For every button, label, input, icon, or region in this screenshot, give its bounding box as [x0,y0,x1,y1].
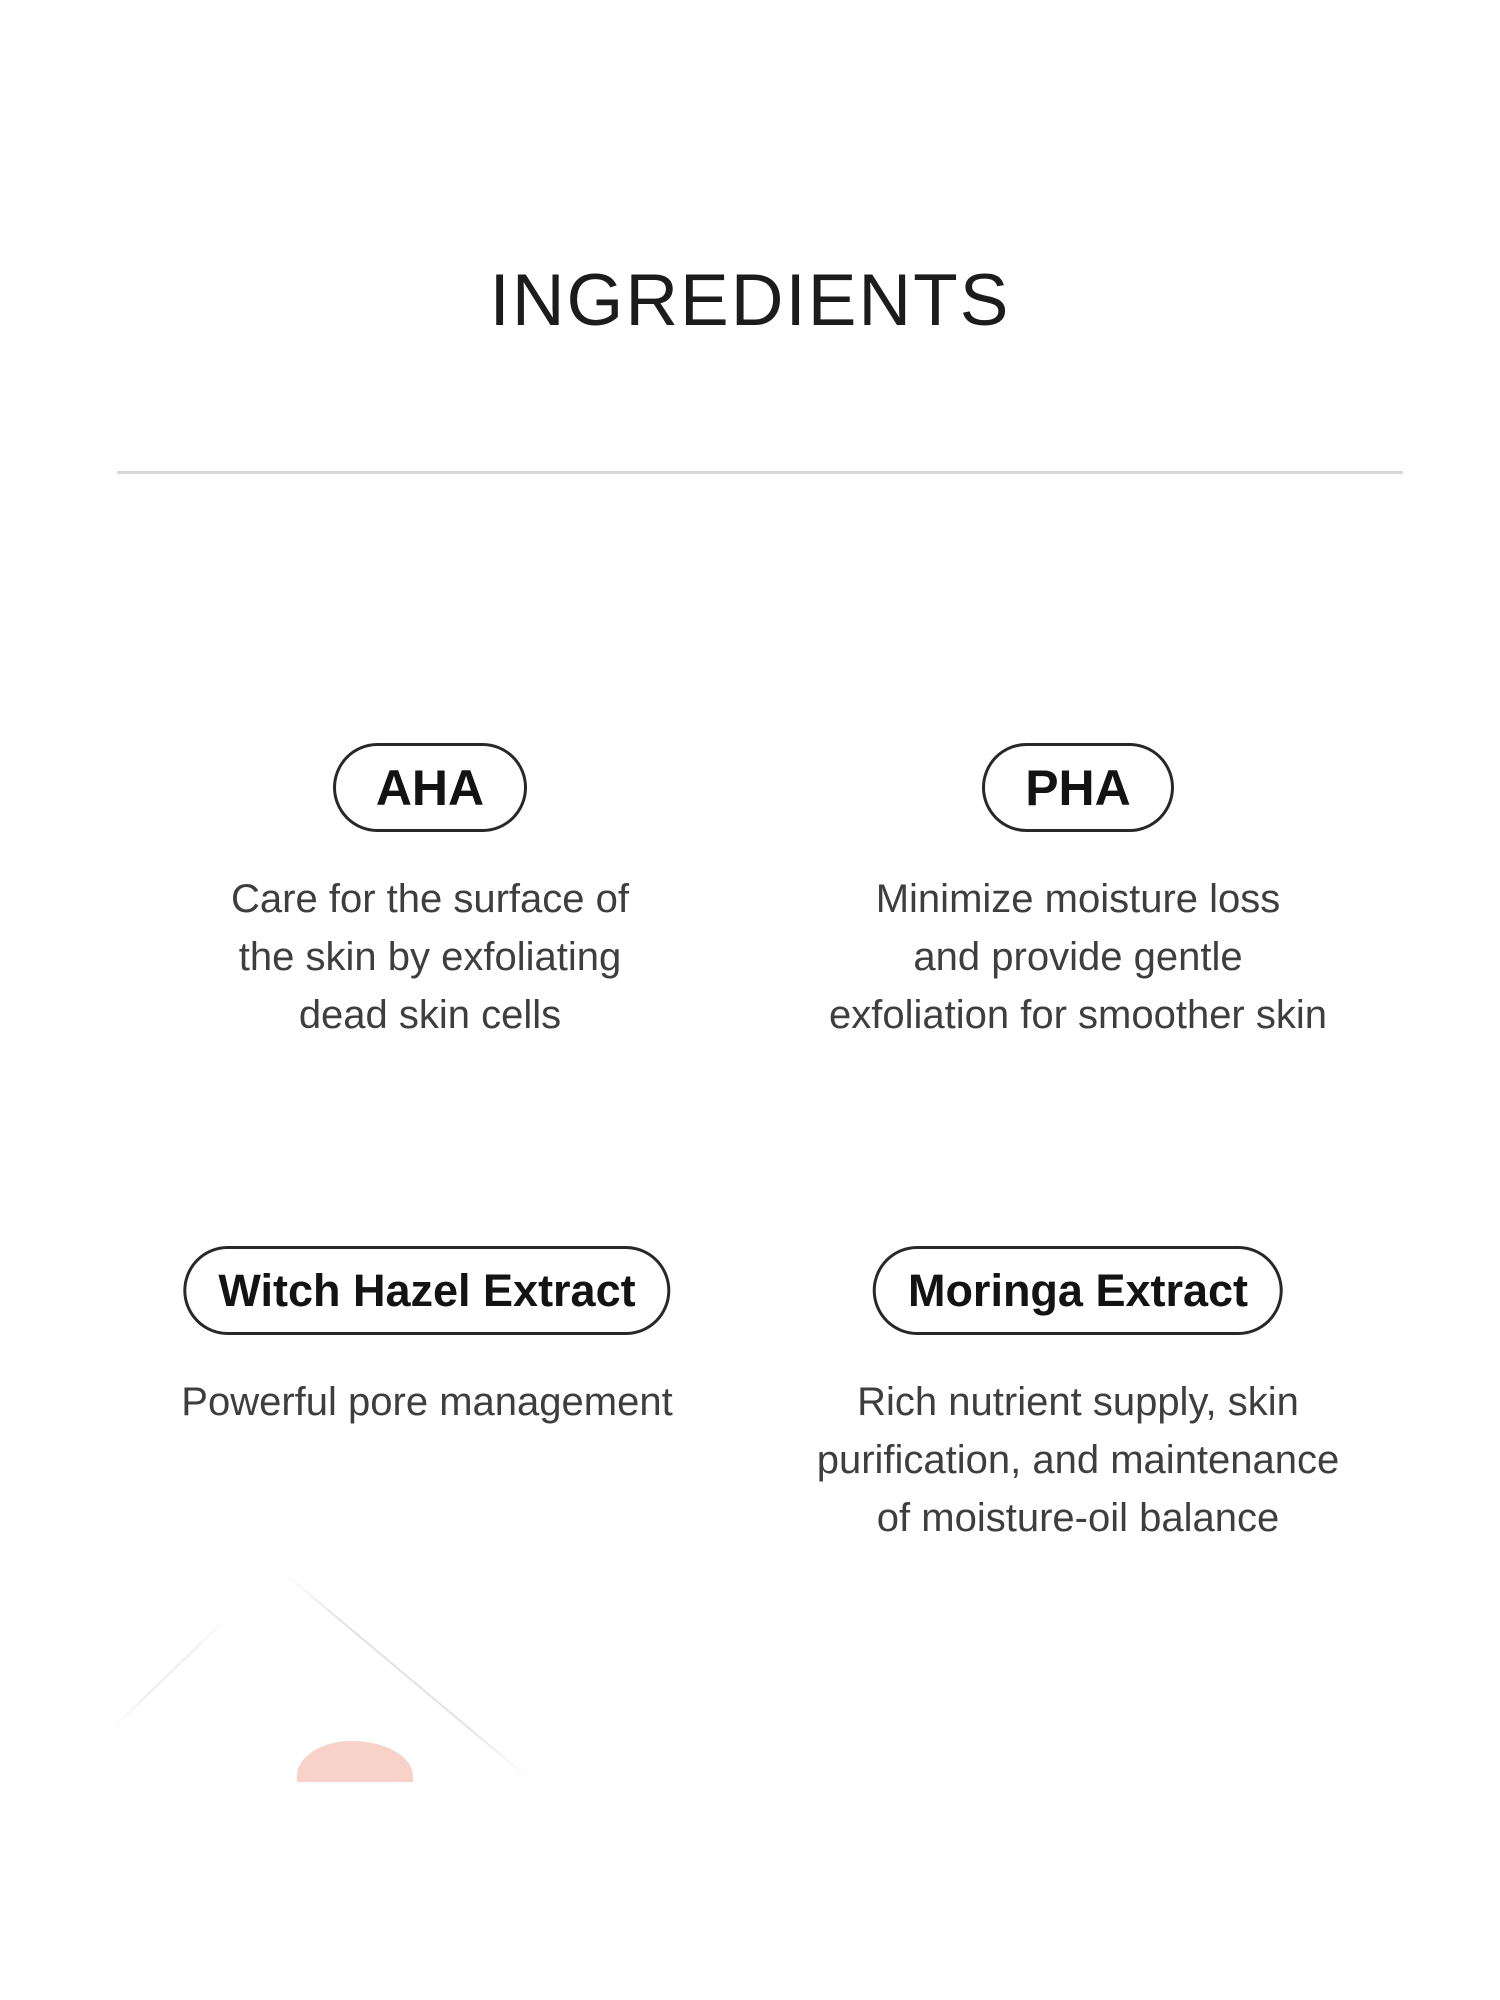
ingredient-badge-label: PHA [1025,759,1131,816]
ingredient-description-moringa [817,1373,1340,1547]
description-line: and provide gentle [913,935,1243,979]
description-line: dead skin cells [298,993,562,1037]
ingredient-description-aha [231,870,629,1044]
ingredient-description-pha [829,870,1327,1044]
ingredient-badge-witch-hazel [183,1246,670,1335]
ingredient-badge-label: Moringa Extract [907,1264,1249,1316]
section-divider [117,471,1403,474]
description-line: the skin by exfoliating [238,935,622,979]
ingredient-card-moringa [817,1246,1340,1547]
ingredient-card-pha [829,743,1327,1044]
ingredient-badge-pha [982,743,1174,832]
description-line: purification, and maintenance [816,1438,1340,1482]
ingredient-badge-moringa [873,1246,1283,1335]
photo-edge-line-left [111,1616,229,1730]
ingredient-card-witch-hazel [181,1246,672,1431]
ingredient-badge-aha [333,743,527,832]
pink-blob-decoration [297,1741,413,1782]
section-title: INGREDIENTS [489,259,1011,341]
description-line: Powerful pore management [181,1380,673,1424]
description-line: Rich nutrient supply, skin [857,1380,1299,1424]
description-line: of moisture-oil balance [876,1496,1280,1540]
ingredient-badge-label: AHA [375,759,485,816]
ingredient-card-aha [231,743,629,1044]
ingredient-description-witch-hazel [181,1373,672,1431]
ingredient-badge-label: Witch Hazel Extract [218,1264,636,1316]
description-line: Care for the surface of [231,877,629,921]
description-line: exfoliation for smoother skin [828,993,1328,1037]
description-line: Minimize moisture loss [875,877,1281,921]
